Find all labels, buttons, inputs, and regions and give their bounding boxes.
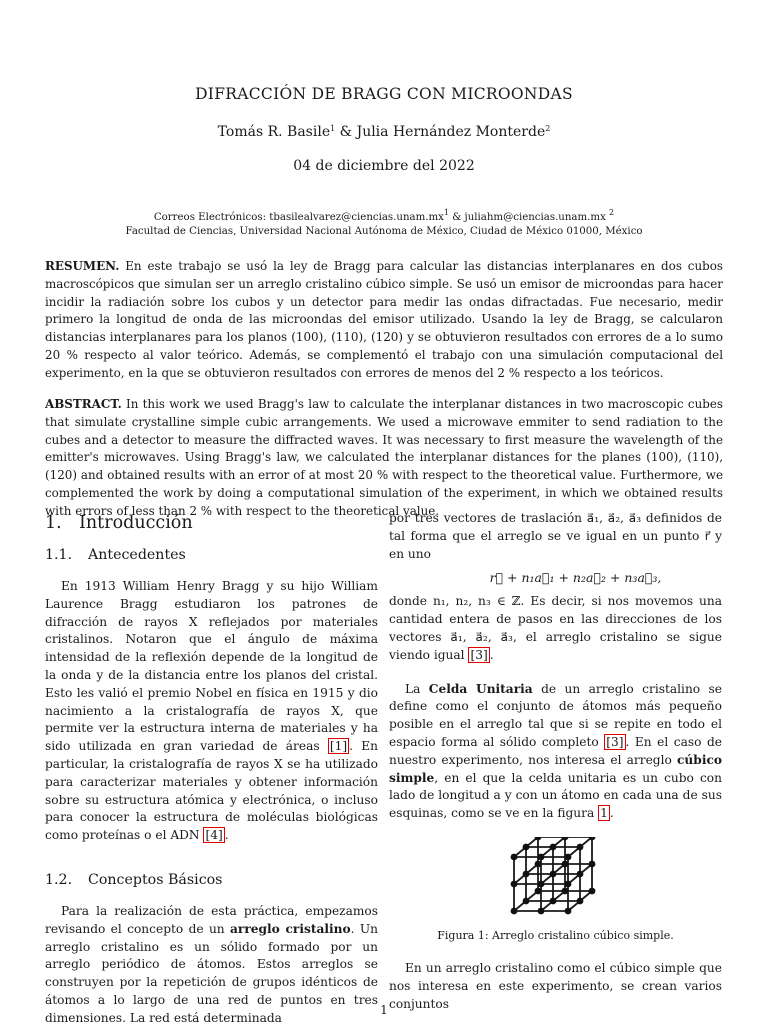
lattice-atom bbox=[576, 898, 583, 905]
lattice-atom bbox=[576, 844, 583, 851]
subsection-1-1-number: 1.1. bbox=[45, 547, 73, 563]
closing-paragraph: En un arreglo cristalino como el cúbico simple que nos interesa en este experimento, se crean varios conjuntos bbox=[389, 960, 722, 1011]
antecedentes-paragraph bbox=[45, 578, 378, 845]
figure-1 bbox=[389, 837, 722, 942]
author-separator: & bbox=[335, 124, 357, 140]
page-number: 1 bbox=[380, 1003, 388, 1017]
text-run: , en el que la celda unitaria es un cubo con lado de longitud a y con un átomo en cada una de sus esquinas, como se ve en la figura bbox=[389, 770, 722, 821]
lattice-atom bbox=[510, 908, 517, 915]
text-run: . bbox=[489, 647, 494, 662]
right-column bbox=[389, 510, 722, 1013]
author-1: Tomás R. Basile bbox=[217, 124, 331, 140]
bold-term: arreglo cristalino bbox=[230, 921, 351, 936]
resumen-label: RESUMEN. bbox=[45, 259, 120, 273]
figure-1-caption: Figura 1: Arreglo cristalino cúbico simple. bbox=[437, 928, 674, 942]
paper-date: 04 de diciembre del 2022 bbox=[293, 158, 475, 174]
affiliation: Facultad de Ciencias, Universidad Nacional Autónoma de México, Ciudad de México 01000, México bbox=[125, 226, 643, 237]
section-1-heading bbox=[45, 510, 378, 540]
author-2-mark: 2 bbox=[545, 124, 551, 133]
lattice-atom bbox=[576, 871, 583, 878]
lattice-atom bbox=[522, 844, 529, 851]
lattice-atom bbox=[537, 881, 544, 888]
text-run: . bbox=[224, 828, 229, 843]
text-run: de un arreglo cristalino se define como el conjunto de átomos más pequeño posible en el arreglo tal que si se repite en todo el espacio forma al sólido completo bbox=[389, 681, 723, 749]
text-run: . bbox=[609, 806, 614, 821]
lattice-atom bbox=[537, 854, 544, 861]
author-2: Julia Hernández Monterde bbox=[356, 124, 546, 140]
lattice-atom bbox=[537, 908, 544, 915]
email-2-mark: 2 bbox=[609, 208, 615, 217]
text-run: La bbox=[405, 681, 429, 696]
lattice-atom bbox=[588, 861, 595, 868]
subsection-1-2-heading bbox=[45, 869, 378, 893]
abstract-text: In this work we used Bragg's law to calculate the interplanar distances in two macroscopic cubes that simulate crystalline simple cubic arrangements. We used a microwave emmiter to send radiation to the cubes and a detector to measure the diffracted waves. It was necessary to first measure the wavelength of the emitter's microwaves. Using Bragg's law, we calculated the interplanar distances for the planes (100), (110), (120) and obtained results with an error of at most 20 % with respect to the theoretical value. Furthermore, we complemented the work by doing a computational simulation of the experiment, in which we obtained results with errors of less than 2 % with respect to the theoretical value. bbox=[45, 397, 723, 518]
integer-steps-paragraph bbox=[389, 593, 722, 664]
abstract-label: ABSTRACT. bbox=[45, 397, 122, 411]
email-separator: & bbox=[448, 212, 465, 223]
email-1: tbasilealvarez@ciencias.unam.mx bbox=[269, 212, 444, 223]
lattice-atom bbox=[534, 888, 541, 895]
lattice-atom bbox=[561, 888, 568, 895]
lattice-atom bbox=[534, 861, 541, 868]
text-run: Para la realización de esta práctica, empezamos revisando el concepto de un bbox=[45, 903, 378, 936]
citation-link-3b[interactable]: [3] bbox=[606, 734, 624, 749]
lattice-atom bbox=[561, 861, 568, 868]
lattice-atom bbox=[549, 898, 556, 905]
figure-1-link[interactable]: 1 bbox=[600, 806, 608, 821]
bold-term: Celda Unitaria bbox=[428, 681, 533, 696]
resumen-block bbox=[45, 258, 723, 383]
subsection-1-1-heading bbox=[45, 544, 378, 568]
authors-line bbox=[0, 124, 768, 140]
lattice-atom bbox=[510, 854, 517, 861]
lattice-atom bbox=[564, 881, 571, 888]
emails-label: Correos Electrónicos: bbox=[153, 212, 270, 223]
abstract-block bbox=[45, 396, 723, 521]
emails-line bbox=[0, 208, 768, 223]
section-1-number: 1. bbox=[45, 513, 62, 533]
citation-link-1[interactable]: [1] bbox=[329, 739, 348, 754]
vectors-paragraph: por tres vectores de traslación a⃗₁, a⃗₂, a⃗₃ definidos de tal forma que el arreglo se ve igual en un punto r⃗ y en uno bbox=[389, 511, 722, 561]
lattice-atom bbox=[564, 854, 571, 861]
lattice-atom bbox=[549, 871, 556, 878]
bold-term: cúbico simple bbox=[389, 752, 722, 785]
cubic-lattice-diagram bbox=[506, 837, 606, 915]
text-run: En 1913 William Henry Bragg y su hijo William Laurence Bragg estudiaron los patrones de difracción de rayos X reflejados por materiales cristalinos. Notaron que el ángulo de máxima intensidad de la reflexión depende de la longitud de la onda y de la distancia entre los planos del cristal. Esto les valió el premio Nobel en física en 1915 y dio nacimiento a la cristalografía de rayos X, que permite ver la estructura interna de materiales y ha sido utilizada en gran variedad de áreas bbox=[45, 579, 378, 754]
lattice-atom bbox=[564, 908, 571, 915]
lattice-atom bbox=[588, 888, 595, 895]
left-column bbox=[45, 510, 378, 1028]
text-run: donde n₁, n₂, n₃ ∈ ℤ. Es decir, si nos movemos una cantidad entera de pasos en las direcciones de los vectores a⃗₁, a⃗₂, a⃗₃, el arreglo cristalino se sigue viendo igual bbox=[389, 594, 722, 662]
author-1-mark: 1 bbox=[330, 124, 336, 133]
text-run: . Un arreglo cristalino es un sólido formado por un arreglo periódico de átomos. Estos arreglos se construyen por la repetición de grupos idénticos de átomos a lo largo de una red de puntos en tres dimensiones. La red está determinada bbox=[45, 921, 378, 1025]
resumen-text: En este trabajo se usó la ley de Bragg para calcular las distancias interplanares en dos cubos macroscópicos que simulan ser un arreglo cristalino cúbico simple. Se usó un emisor de microondas para hacer incidir la radiación sobre los cubos y un detector para medir las ondas difractadas. Fue necesario, medir primero la longitud de onda de las microondas del emisor utilizado. Usando la ley de Bragg, se calcularon distancias interplanares para los planos (100), (110), (120) y se obtuvieron resultados con errores de a lo sumo 20 % respecto al valor teórico. Además, se complementó el trabajo con una simulación computacional del experimento, en la que se obtuvieron resultados con errores de menos del 2 % respecto a los teóricos. bbox=[45, 259, 723, 380]
subsection-1-2-title: Conceptos Básicos bbox=[88, 871, 223, 888]
text-run: . En el caso de nuestro experimento, nos interesa el arreglo bbox=[389, 734, 722, 767]
subsection-1-1-title: Antecedentes bbox=[88, 547, 186, 563]
lattice-atom bbox=[522, 871, 529, 878]
paper-title: DIFRACCIÓN DE BRAGG CON MICROONDAS bbox=[195, 85, 573, 103]
citation-link-3a[interactable]: [3] bbox=[470, 647, 488, 662]
text-run: . En particular, la cristalografía de rayos X se ha utilizado para caracterizar materiales y obtener información sobre su estructura atómica y electrónica, o incluso para conocer la estructura de moléculas biológicas como proteínas o el ADN bbox=[45, 739, 378, 843]
email-1-mark: 1 bbox=[443, 208, 449, 217]
lattice-equation: r⃗ + n₁a⃗₁ + n₂a⃗₂ + n₃a⃗₃, bbox=[489, 570, 662, 586]
lattice-atom bbox=[510, 881, 517, 888]
lattice-atom bbox=[549, 844, 556, 851]
section-1-title: Introducción bbox=[79, 513, 193, 533]
email-2: juliahm@ciencias.unam.mx bbox=[464, 212, 610, 223]
citation-link-4[interactable]: [4] bbox=[205, 828, 223, 843]
lattice-atom bbox=[522, 898, 529, 905]
unit-cell-paragraph bbox=[389, 681, 722, 823]
subsection-1-2-number: 1.2. bbox=[45, 871, 73, 888]
